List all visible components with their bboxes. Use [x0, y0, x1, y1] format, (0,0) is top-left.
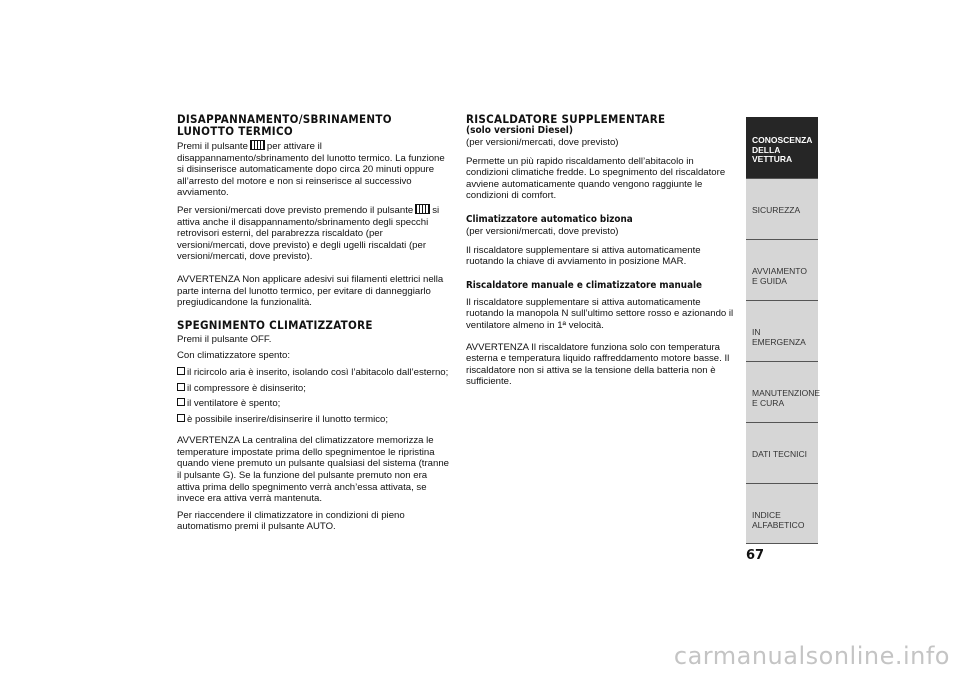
checkbox-bullet-icon	[177, 383, 185, 391]
tab-avviamento[interactable]: AVVIAMENTO E GUIDA	[746, 239, 818, 300]
paragraph-bizona: Il riscaldatore supplementare si attiva automaticamente ruotando la chiave di avviamento in posizione MAR.	[466, 244, 701, 268]
heading-heater: RISCALDATORE SUPPLEMENTARE	[466, 112, 666, 126]
checkbox-bullet-icon	[177, 414, 185, 422]
heater-note: (per versioni/mercati, dove previsto)	[466, 137, 619, 148]
heading-heater-sub: (solo versioni Diesel)	[466, 125, 573, 136]
list-item: il compressore è disinserito;	[177, 383, 449, 395]
tab-conoscenza[interactable]: CONOSCENZA DELLA VETTURA	[746, 117, 818, 178]
checkbox-bullet-icon	[177, 367, 185, 375]
heading-bizona: Climatizzatore automatico bizona	[466, 213, 633, 225]
watermark: carmanualsonline.info	[673, 642, 950, 670]
paragraph-auto: Per riaccendere il climatizzatore in condizioni di pieno automatismo premi il pulsante AUTO.	[177, 509, 405, 533]
heading-climate-off: SPEGNIMENTO CLIMATIZZATORE	[177, 317, 373, 332]
paragraph-defrost-2: Per versioni/mercati dove previsto premendo il pulsante si attiva anche il disappannamento/sbrinamento degli specchi retrovisori esterni, del parabrezza riscaldato (per versioni/mercati, dove previsto) e degli ugelli riscaldati (per versioni/mercati, dove previsto).	[177, 204, 440, 263]
paragraph-press-off: Premi il pulsante OFF.	[177, 333, 272, 345]
page-number: 67	[746, 548, 765, 563]
right-column	[466, 113, 738, 393]
checkbox-bullet-icon	[177, 398, 185, 406]
heading-manual: Riscaldatore manuale e climatizzatore manuale	[466, 279, 703, 291]
bizona-note: (per versioni/mercati, dove previsto)	[466, 225, 619, 237]
warning-memory: AVVERTENZA La centralina del climatizzatore memorizza le temperature impostate prima dello spegnimentoe le ripristina quando viene premuto un pulsante qualsiasi del sistema (tranne il pulsante G). Se la funzione del pulsante premuto non era attiva prima dello spegnimento verrà anch’essa attivata, se invece era attiva verrà mantenuta.	[177, 435, 449, 505]
list-item: il ricircolo aria è inserito, isolando così l’abitacolo dall’esterno;	[177, 367, 449, 379]
list-item: il ventilatore è spento;	[177, 398, 449, 410]
paragraph-climate-off: Con climatizzatore spento:	[177, 350, 291, 362]
left-column	[177, 113, 449, 538]
tab-sicurezza[interactable]: SICUREZZA	[746, 178, 818, 239]
chapter-tabs	[746, 117, 818, 544]
tab-dati-tecnici[interactable]: DATI TECNICI	[746, 422, 818, 483]
heading-defrost: DISAPPANNAMENTO/SBRINAMENTO LUNOTTO TERMICO	[177, 112, 392, 138]
tab-manutenzione[interactable]: MANUTENZIONE E CURA	[746, 361, 818, 422]
warning-heater: AVVERTENZA Il riscaldatore funziona solo con temperatura esterna e temperatura liquido raffreddamento motore basse. Il riscaldatore non si attiva se la tensione della batteria non è sufficiente.	[466, 341, 730, 388]
paragraph-defrost-1: Premi il pulsante per attivare il disappannamento/sbrinamento del lunotto termico. La funzione si disinserisce automaticamente dopo circa 20 minuti oppure all’arresto del motore e non si reinserisce al successivo avviamento.	[177, 141, 445, 199]
list-item: è possibile inserire/disinserire il lunotto termico;	[177, 414, 449, 426]
tab-emergenza[interactable]: IN EMERGENZA	[746, 300, 818, 361]
warning-adhesives: AVVERTENZA Non applicare adesivi sui filamenti elettrici nella parte interna del lunotto termico, per evitare di danneggiarlo pregiudicandone la funzionalità.	[177, 273, 444, 309]
paragraph-manual: Il riscaldatore supplementare si attiva automaticamente ruotando la manopola N sull’ultimo settore rosso e azionando il ventilatore almeno in 1ª velocità.	[466, 296, 734, 331]
tab-indice[interactable]: INDICE ALFABETICO	[746, 483, 818, 544]
rear-window-defrost-icon	[415, 204, 430, 214]
paragraph-heater: Permette un più rapido riscaldamento dell’abitacolo in condizioni climatiche fredde. Lo spegnimento del riscaldatore avviene automaticamente quando vengono raggiunte le condizioni di comfort.	[466, 155, 726, 202]
rear-window-defrost-icon	[250, 140, 265, 150]
